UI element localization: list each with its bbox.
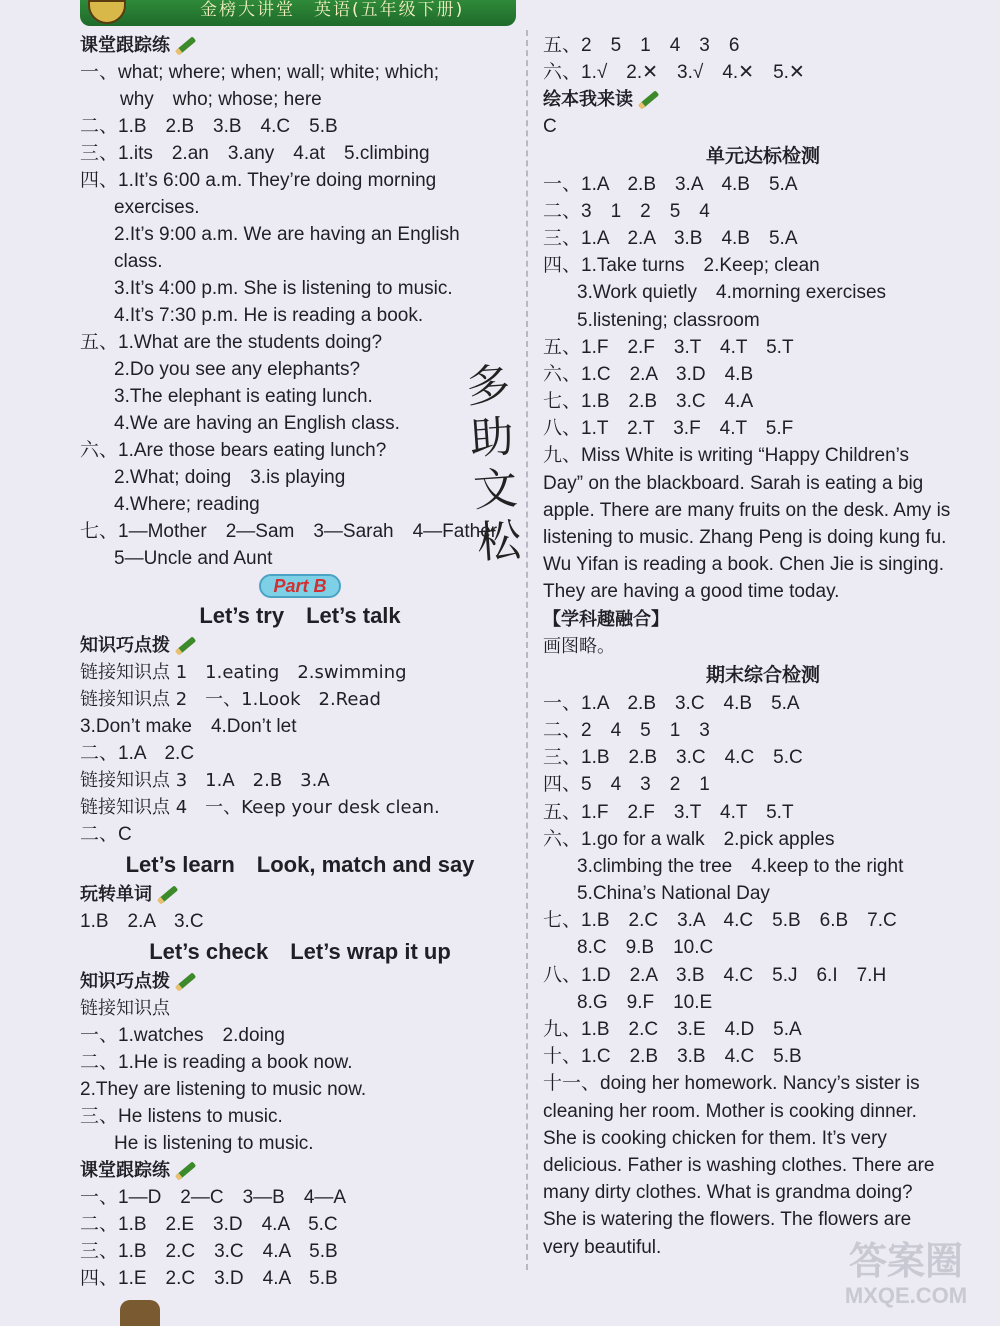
- answer-line: 链接知识点: [80, 998, 170, 1019]
- part-b-badge-wrap: [80, 574, 520, 598]
- pencil-icon: [175, 636, 196, 655]
- answer-line: She is cooking chicken for them. It’s very: [543, 1127, 887, 1149]
- column-divider: [526, 30, 528, 1270]
- section-heading-hbwld: 绘本我来读: [543, 86, 983, 113]
- answer-line: 3.climbing the tree 4.keep to the right: [577, 855, 904, 877]
- answer-line: 十、1.C 2.B 3.B 4.C 5.B: [543, 1046, 802, 1068]
- answer-line: 4.Where; reading: [114, 494, 260, 515]
- right-column: [543, 32, 983, 1261]
- answer-line: 八、1.D 2.A 3.B 4.C 5.J 6.I 7.H: [543, 964, 887, 986]
- answer-line: 三、1.A 2.A 3.B 4.B 5.A: [543, 227, 798, 249]
- lesson-title: Let’s learn Look, match and say: [125, 852, 475, 877]
- section-heading-ktgzl: 课堂跟踪练: [80, 32, 520, 59]
- answer-line: 3.Work quietly 4.morning exercises: [577, 282, 887, 304]
- answer-line: cleaning her room. Mother is cooking dinner.: [543, 1100, 917, 1122]
- answer-line: apple. There are many fruits on the desk. Amy is: [543, 499, 951, 521]
- answer-line: 三、1.B 2.C 3.C 4.A 5.B: [80, 1241, 338, 1262]
- answer-line: 二、1.B 2.B 3.B 4.C 5.B: [80, 116, 338, 137]
- answer-line: 四、1.It’s 6:00 a.m. They’re doing morning: [80, 170, 437, 191]
- answer-line: 二、3 1 2 5 4: [543, 200, 710, 222]
- answer-line: 六、1.go for a walk 2.pick apples: [543, 828, 835, 850]
- answer-line: 2.Do you see any elephants?: [114, 359, 361, 380]
- answer-line: 8.G 9.F 10.E: [577, 991, 713, 1013]
- answer-line: 2.It’s 9:00 a.m. We are having an English: [114, 224, 460, 245]
- answer-line: 三、1.its 2.an 3.any 4.at 5.climbing: [80, 143, 430, 164]
- answer-line: 5.listening; classroom: [577, 309, 760, 331]
- test-title: 期末综合检测: [705, 663, 820, 686]
- section-heading-zsqdb: 知识巧点拨: [80, 968, 520, 995]
- answer-line: 六、1.Are those bears eating lunch?: [80, 440, 387, 461]
- answer-line: C: [543, 116, 557, 138]
- answer-line: 4.It’s 7:30 p.m. He is reading a book.: [114, 305, 424, 326]
- pencil-icon: [175, 36, 196, 55]
- book-header-bar: [80, 0, 516, 26]
- section-heading-xkqrh: 【学科趣融合】: [543, 608, 669, 630]
- section-heading-zsqdb: 知识巧点拨: [80, 632, 520, 659]
- answer-line: 七、1—Mother 2—Sam 3—Sarah 4—Father: [80, 521, 498, 542]
- answer-line: Day” on the blackboard. Sarah is eating a big: [543, 472, 924, 494]
- answer-line: 四、1.E 2.C 3.D 4.A 5.B: [80, 1268, 338, 1289]
- answer-line: Wu Yifan is reading a book. Chen Jie is singing.: [543, 554, 944, 576]
- answer-line: 一、1.A 2.B 3.A 4.B 5.A: [543, 173, 798, 195]
- answer-line: 七、1.B 2.B 3.C 4.A: [543, 391, 754, 413]
- answer-line: 3.The elephant is eating lunch.: [114, 386, 373, 407]
- answer-line: 链接知识点 3 1.A 2.B 3.A: [80, 770, 330, 791]
- answer-line: 画图略。: [543, 635, 615, 657]
- answer-line: 四、5 4 3 2 1: [543, 774, 710, 796]
- answer-line: 链接知识点 4 一、Keep your desk clean.: [80, 797, 440, 818]
- answer-line: 五、1.F 2.F 3.T 4.T 5.T: [543, 336, 794, 358]
- answer-line: 九、1.B 2.C 3.E 4.D 5.A: [543, 1019, 802, 1040]
- pencil-icon: [638, 91, 659, 110]
- answer-line: very beautiful.: [543, 1236, 662, 1258]
- answer-line: 一、what; where; when; wall; white; which;: [80, 62, 440, 83]
- answer-line: 四、1.Take turns 2.Keep; clean: [543, 255, 820, 277]
- answer-line: 一、1.A 2.B 3.C 4.B 5.A: [543, 692, 800, 714]
- answer-line: delicious. Father is washing clothes. There are: [543, 1154, 935, 1176]
- answer-line: 3.It’s 4:00 p.m. She is listening to music.: [114, 278, 453, 299]
- answer-line: many dirty clothes. What is grandma doing?: [543, 1182, 913, 1204]
- answer-line: 二、1.B 2.E 3.D 4.A 5.C: [80, 1214, 338, 1235]
- answer-line: He is listening to music.: [114, 1133, 314, 1154]
- answer-line: 三、He listens to music.: [80, 1106, 283, 1127]
- answer-line: 六、1.√ 2.✕ 3.√ 4.✕ 5.✕: [543, 62, 805, 84]
- answer-line: 8.C 9.B 10.C: [577, 937, 714, 959]
- answer-line: class.: [114, 251, 163, 272]
- site-watermark: 答案圈 MXQE.COM: [844, 1239, 968, 1308]
- answer-line: 5.China’s National Day: [577, 883, 770, 905]
- footer-mascot-icon: [120, 1300, 160, 1326]
- answer-line: 5—Uncle and Aunt: [114, 548, 273, 569]
- answer-line: 二、1.He is reading a book now.: [80, 1052, 353, 1073]
- answer-line: 十一、doing her homework. Nancy’s sister is: [543, 1073, 920, 1095]
- answer-line: 八、1.T 2.T 3.F 4.T 5.F: [543, 418, 794, 440]
- pencil-icon: [157, 885, 178, 904]
- answer-line: 一、1—D 2—C 3—B 4—A: [80, 1187, 347, 1208]
- answer-line: 1.B 2.A 3.C: [80, 911, 204, 932]
- answer-line: 一、1.watches 2.doing: [80, 1025, 285, 1046]
- answer-line: They are having a good time today.: [543, 581, 840, 603]
- pencil-icon: [175, 972, 196, 991]
- answer-line: 4.We are having an English class.: [114, 413, 400, 434]
- answer-line: 七、1.B 2.C 3.A 4.C 5.B 6.B 7.C: [543, 910, 897, 932]
- lesson-title: Let’s try Let’s talk: [199, 603, 401, 628]
- left-column: [80, 32, 520, 1292]
- pencil-icon: [175, 1161, 196, 1180]
- answer-line: exercises.: [114, 197, 200, 218]
- answer-line: 三、1.B 2.B 3.C 4.C 5.C: [543, 747, 803, 769]
- answer-line: 3.Don’t make 4.Don’t let: [80, 716, 297, 737]
- lesson-title: Let’s check Let’s wrap it up: [149, 939, 451, 964]
- section-heading-ktgzl: 课堂跟踪练: [80, 1157, 520, 1184]
- answer-line: 五、2 5 1 4 3 6: [543, 35, 740, 56]
- answer-line: 九、Miss White is writing “Happy Children’s: [543, 445, 910, 467]
- test-title: 单元达标检测: [705, 144, 820, 167]
- answer-line: 链接知识点 2 一、1.Look 2.Read: [80, 689, 381, 710]
- answer-line: 五、1.F 2.F 3.T 4.T 5.T: [543, 801, 794, 823]
- answer-line: 二、1.A 2.C: [80, 743, 195, 764]
- section-heading-wzdc: 玩转单词: [80, 881, 520, 908]
- answer-line: 2.What; doing 3.is playing: [114, 467, 346, 488]
- handwritten-note: 多 助 文 松: [464, 359, 523, 569]
- answer-line: 2.They are listening to music now.: [80, 1079, 367, 1100]
- answer-line: 链接知识点 1 1.eating 2.swimming: [80, 662, 407, 683]
- answer-line: 二、2 4 5 1 3: [543, 719, 710, 741]
- answer-line: She is watering the flowers. The flowers are: [543, 1209, 912, 1231]
- answer-line: why who; whose; here: [120, 89, 322, 110]
- answer-line: 二、C: [80, 824, 132, 845]
- answer-line: 五、1.What are the students doing?: [80, 332, 383, 353]
- book-title: 金榜大讲堂 英语(五年级下册): [200, 0, 465, 20]
- answer-line: listening to music. Zhang Peng is doing kung fu.: [543, 527, 947, 548]
- answer-line: 六、1.C 2.A 3.D 4.B: [543, 363, 754, 385]
- part-b-badge: Part B: [259, 574, 340, 598]
